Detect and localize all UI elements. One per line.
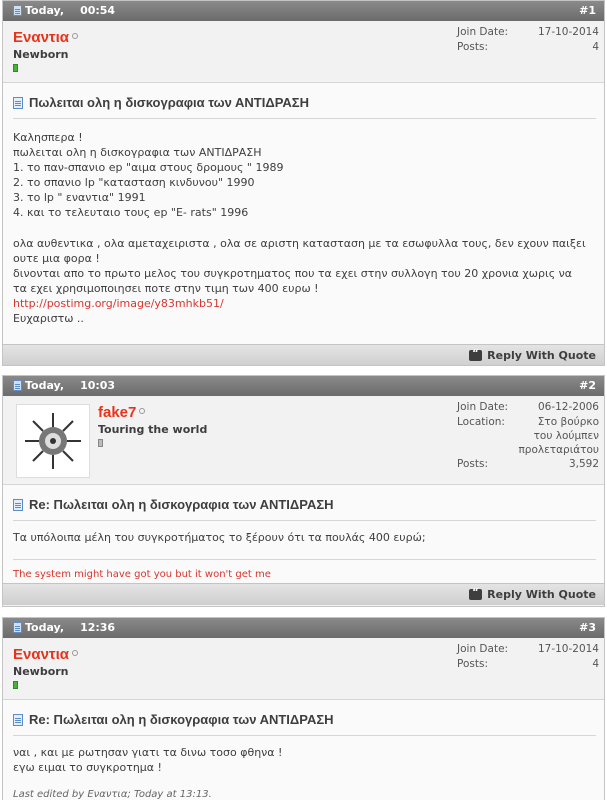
body-blank-line (13, 220, 596, 236)
reply-label: Reply With Quote (487, 349, 596, 362)
offline-status-icon (72, 650, 78, 656)
document-icon (13, 622, 22, 633)
post-2 (2, 375, 605, 607)
post-title: Πωλειται ολη η δισκογραφια των ΑΝΤΙΔΡΑΣΗ (29, 95, 309, 110)
body-line: ολα αυθεντικα , ολα αμεταχειριστα , ολα σε αριστη κατασταση με τα εσωφυλλα τους, δεν εχουν παιξει (13, 237, 586, 250)
user-stats (457, 25, 599, 55)
stat-label: Join Date: (457, 401, 509, 413)
post-title: Re: Πωλειται ολη η δισκογραφια των ΑΝΤΙΔΡΑΣΗ (29, 497, 334, 512)
post-date: Today, (25, 621, 65, 634)
username-link[interactable]: Εναντια (13, 29, 69, 46)
avatar-emblem-icon (21, 409, 85, 473)
stat-label: Posts: (457, 658, 488, 670)
user-stats (457, 642, 599, 672)
offline-status-icon (72, 33, 78, 39)
offline-status-icon (139, 408, 145, 414)
post-body (13, 119, 596, 326)
post-title-row (13, 497, 596, 521)
body-line: 2. το σπανιο lp "κατασταση κινδυνου" 1990 (13, 176, 255, 189)
userinfo (3, 21, 604, 83)
document-icon (13, 499, 23, 511)
post-date: Today, (25, 4, 65, 17)
stat-value: 06-12-2006 (537, 401, 599, 413)
user-stats (457, 400, 599, 472)
body-line: εγω ειμαι το συγκροτημα ! (13, 761, 162, 774)
post-number-link[interactable]: #1 (579, 4, 596, 17)
last-edited-note: Last edited by Εναντια; Today at 13:13. (13, 789, 212, 800)
post-date: Today, (25, 379, 65, 392)
user-title: Newborn (13, 48, 69, 61)
signature: The system might have got you but it won't get me (13, 569, 271, 580)
image-link[interactable]: http://postimg.org/image/y83mhkb51/ (13, 297, 224, 310)
post-number-link[interactable]: #3 (579, 621, 596, 634)
stat-label: Join Date: (457, 643, 509, 655)
post-header (3, 618, 604, 638)
post-1 (2, 0, 605, 366)
reply-with-quote-button[interactable] (469, 349, 596, 362)
reply-with-quote-button[interactable] (469, 588, 596, 601)
userinfo (3, 396, 604, 485)
userinfo (3, 638, 604, 700)
body-line: ναι , και με ρωτησαν γιατι τα δινω τοσο φθηνα ! (13, 746, 283, 759)
username-link[interactable]: fake7 (98, 404, 137, 421)
body-line: Καλησπερα ! (13, 131, 83, 144)
body-line: δινονται απο το πρωτο μελος του συγκροτηματος που τα εχει στην συλλογη του 20 χρονια χωρις να (13, 267, 573, 280)
document-icon (13, 5, 22, 16)
body-line: ουτε μια φορα ! (13, 252, 100, 265)
stat-label: Location: (457, 416, 505, 428)
body-line: 1. το παν-σπανιο ep "αιμα στους δρομους " 1989 (13, 161, 284, 174)
post-footer (3, 344, 604, 366)
reply-label: Reply With Quote (487, 588, 596, 601)
stat-value: 17-10-2014 (537, 26, 599, 38)
post-footer (3, 583, 604, 605)
stat-value: 17-10-2014 (537, 643, 599, 655)
post-content (3, 700, 604, 800)
user-title: Newborn (13, 665, 69, 678)
post-3 (2, 617, 605, 800)
body-line: τα εχει χρησιμοποιησει ποτε στην τιμη των 400 ευρω ! (13, 282, 319, 295)
stat-value: 4 (592, 41, 599, 53)
stat-value: 3,592 (568, 458, 599, 470)
reputation-icon (98, 439, 103, 447)
avatar[interactable] (16, 404, 90, 478)
quote-icon (469, 350, 482, 361)
quote-icon (469, 589, 482, 600)
stat-label: Posts: (457, 41, 488, 53)
post-title-row (13, 712, 596, 736)
document-icon (13, 97, 23, 109)
stat-value: 4 (592, 658, 599, 670)
document-icon (13, 714, 23, 726)
post-number-link[interactable]: #2 (579, 379, 596, 392)
post-header (3, 376, 604, 396)
post-title-row (13, 95, 596, 119)
post-body (13, 521, 596, 545)
post-header (3, 1, 604, 21)
reputation-icon (13, 64, 18, 72)
reputation-icon (13, 681, 18, 689)
body-line: Τα υπόλοιπα μέλη του συγκροτήματος το ξέρουν ότι τα πουλάς 400 ευρώ; (13, 531, 426, 544)
post-content (3, 83, 604, 344)
body-line: 4. και το τελευταιο τους ep "E- rats" 1996 (13, 206, 249, 219)
post-time: 00:54 (80, 4, 116, 17)
post-body (13, 736, 596, 775)
post-time: 12:36 (80, 621, 116, 634)
user-title: Touring the world (98, 423, 208, 436)
username-link[interactable]: Εναντια (13, 646, 69, 663)
document-icon (13, 380, 22, 391)
post-content (3, 485, 604, 583)
post-title: Re: Πωλειται ολη η δισκογραφια των ΑΝΤΙΔΡΑΣΗ (29, 712, 334, 727)
body-line: 3. το lp " εναντια" 1991 (13, 191, 146, 204)
stat-label: Posts: (457, 458, 488, 470)
stat-label: Join Date: (457, 26, 509, 38)
body-line: πωλειται ολη η δισκογραφια των ΑΝΤΙΔΡΑΣΗ (13, 146, 262, 159)
body-line: Ευχαριστω .. (13, 312, 84, 325)
post-time: 10:03 (80, 379, 116, 392)
stat-value: Στο βούρκο του λούμπεν προλεταριάτου (518, 416, 599, 456)
